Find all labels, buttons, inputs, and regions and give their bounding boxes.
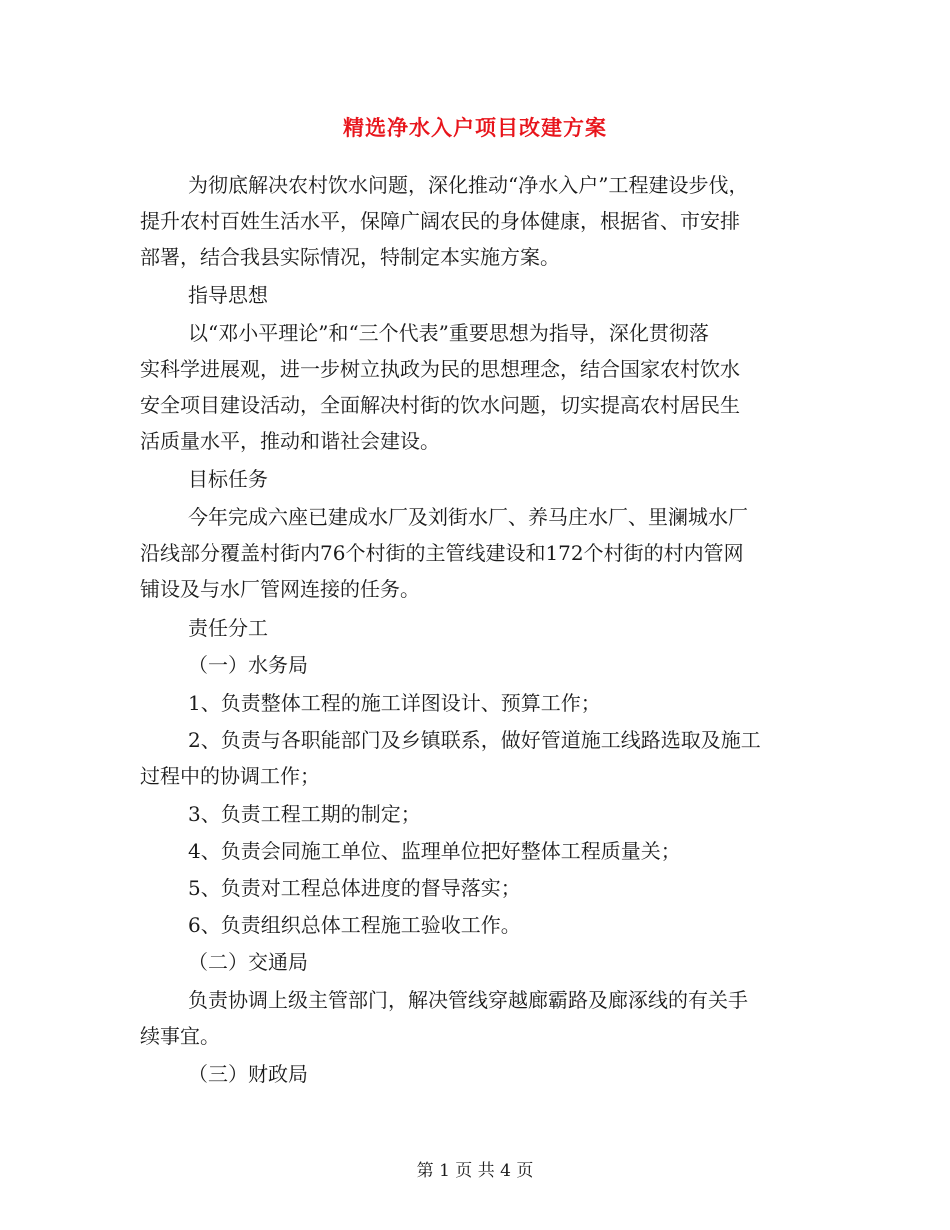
subheading-water-bureau: （一）水务局 [188,653,308,677]
subheading-finance-bureau: （三）财政局 [188,1062,308,1086]
paragraph-intro-line-3: 部署，结合我县实际情况，特制定本实施方案。 [140,245,560,269]
paragraph-guiding-line-4: 活质量水平，推动和谐社会建设。 [140,429,440,453]
paragraph-intro-line-2: 提升农村百姓生活水平，保障广阔农民的身体健康，根据省、市安排 [140,209,740,233]
heading-goal-tasks: 目标任务 [188,467,268,491]
heading-guiding-thought: 指导思想 [188,283,268,307]
list-item-5: 5、负责对工程总体进度的督导落实； [188,876,521,900]
heading-responsibilities: 责任分工 [188,616,268,640]
paragraph-guiding-line-3: 安全项目建设活动，全面解决村街的饮水问题，切实提高农村居民生 [140,393,740,417]
page-footer: 第 1 页 共 4 页 [416,1161,534,1181]
list-item-6: 6、负责组织总体工程施工验收工作。 [188,913,521,937]
paragraph-guiding-line-1: 以“邓小平理论”和“三个代表”重要思想为指导，深化贯彻落 [188,321,709,345]
list-item-2-line-1: 2、负责与各职能部门及乡镇联系，做好管道施工线路选取及施工 [188,728,761,752]
list-item-2-line-2: 过程中的协调工作； [140,764,320,788]
paragraph-goal-line-3: 铺设及与水厂管网连接的任务。 [140,577,420,601]
paragraph-goal-line-1: 今年完成六座已建成水厂及刘街水厂、养马庄水厂、里澜城水厂 [188,505,748,529]
paragraph-goal-line-2: 沿线部分覆盖村街内76个村街的主管线建设和172个村街的村内管网 [140,541,744,565]
subheading-transport-bureau: （二）交通局 [188,950,308,974]
list-item-1: 1、负责整体工程的施工详图设计、预算工作； [188,691,601,715]
paragraph-guiding-line-2: 实科学进展观，进一步树立执政为民的思想理念，结合国家农村饮水 [140,357,740,381]
list-item-3: 3、负责工程工期的制定； [188,802,421,826]
list-item-4: 4、负责会同施工单位、监理单位把好整体工程质量关； [188,839,681,863]
paragraph-transport-line-1: 负责协调上级主管部门，解决管线穿越廊霸路及廊涿线的有关手 [188,988,748,1012]
paragraph-transport-line-2: 续事宜。 [140,1024,220,1048]
document-title: 精选净水入户项目改建方案 [343,115,607,140]
paragraph-intro-line-1: 为彻底解决农村饮水问题，深化推动“净水入户”工程建设步伐， [188,173,749,197]
